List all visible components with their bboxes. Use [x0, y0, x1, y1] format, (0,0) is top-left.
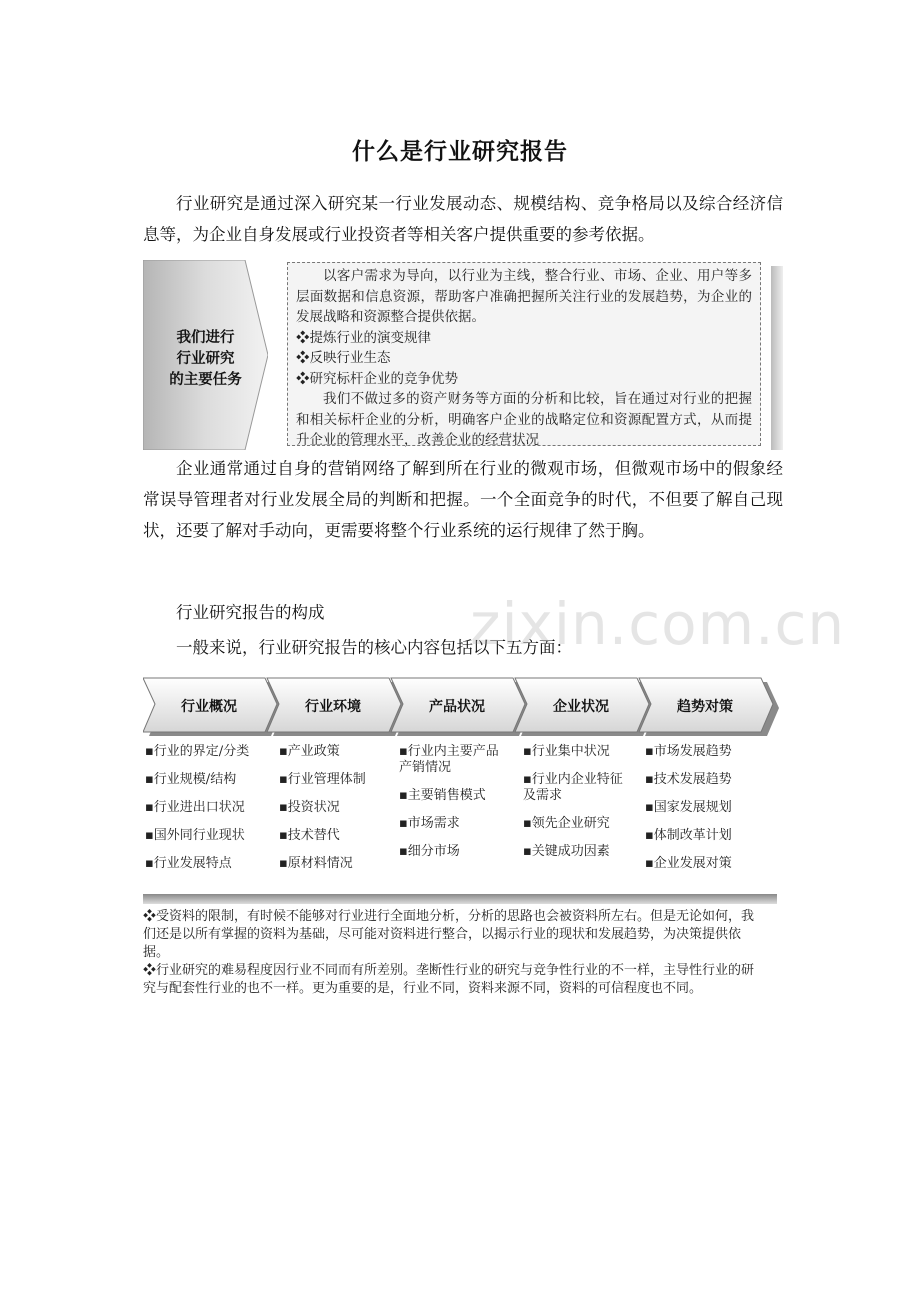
divider-bar	[143, 894, 777, 904]
header-industry-overview: 行业概况	[181, 699, 237, 715]
list-item: ▪行业集中状况	[523, 744, 610, 759]
research-task-figure	[143, 260, 785, 450]
section-heading: 行业研究报告的构成	[176, 603, 325, 622]
task-outro: 我们不做过多的资产财务等方面的分析和比较，旨在通过对行业的把握和相关标杆企业的分析，明确客户企业的战略定位和资源配置方式，从而提升企业的管理水平，改善企业的经营状况	[296, 391, 752, 448]
paragraph-five-aspects: 一般来说，行业研究报告的核心内容包括以下五方面：	[176, 638, 572, 657]
paragraph-intro: 行业研究是通过深入研究某一行业发展动态、规模结构、竞争格局以及综合经济信息等，为企业自身发展或行业投资者等相关客户提供重要的参考依据。	[143, 194, 783, 244]
task-bullet: ❖研究标杆企业的竞争优势	[296, 370, 458, 387]
watermark: zixin.com.cn	[470, 590, 846, 658]
list-item: ▪行业内主要产品产销情况	[399, 744, 499, 775]
list-item: ▪关键成功因素	[523, 844, 610, 859]
task-label-line: 的主要任务	[169, 372, 242, 388]
list-item: ▪原材料情况	[279, 856, 353, 871]
column-trend-strategy	[645, 744, 763, 884]
list-item: ▪行业内企业特征及需求	[523, 772, 623, 803]
list-item: ▪市场需求	[399, 816, 460, 831]
note-item: ❖受资料的限制，有时候不能够对行业进行全面地分析，分析的思路也会被资料所左右。但是无论如何，我们还是以所有掌握的资料为基础，尽可能对资料进行整合，以揭示行业的现状和发展趋势，为决策提供依据。	[143, 909, 755, 960]
list-item: ▪企业发展对策	[645, 856, 732, 871]
page-title: 什么是行业研究报告	[352, 139, 568, 165]
column-industry-environment	[279, 744, 393, 884]
box-shadow	[771, 266, 783, 450]
list-item: ▪细分市场	[399, 844, 460, 859]
paragraph-market: 企业通常通过自身的营销网络了解到所在行业的微观市场，但微观市场中的假象经常误导管理者对行业发展全局的判断和把握。一个全面竞争的时代，不但要了解自己现状，还要了解对手动向，更需要将整个行业系统的运行规律了然于胸。	[143, 459, 783, 540]
header-trend-strategy: 趋势对策	[677, 699, 733, 715]
list-item: ▪行业进出口状况	[145, 800, 245, 815]
list-item: ▪投资状况	[279, 800, 340, 815]
list-item: ▪产业政策	[279, 744, 340, 759]
task-bullet: ❖反映行业生态	[296, 350, 391, 366]
list-item: ▪行业管理体制	[279, 772, 366, 787]
notes	[143, 908, 761, 998]
task-label	[153, 328, 258, 391]
task-label-line: 我们进行	[176, 330, 235, 346]
report-structure-figure	[143, 676, 785, 1028]
list-item: ▪体制改革计划	[645, 828, 732, 843]
header-industry-environment: 行业环境	[305, 699, 361, 715]
note-item: ❖行业研究的难易程度因行业不同而有所差别。垄断性行业的研究与竞争性行业的不一样，主导性行业的研究与配套性行业的也不一样。更为重要的是，行业不同，资料来源不同，资料的可信程度也不同。	[143, 963, 755, 996]
task-label-line: 行业研究	[176, 351, 235, 367]
list-item: ▪国家发展规划	[645, 800, 732, 815]
list-item: ▪行业发展特点	[145, 856, 232, 871]
list-item: ▪领先企业研究	[523, 816, 610, 831]
column-product-status	[399, 744, 511, 872]
list-item: ▪国外同行业现状	[145, 828, 245, 843]
list-item: ▪主要销售模式	[399, 788, 486, 803]
task-intro: 以客户需求为导向，以行业为主线，整合行业、市场、企业、用户等多层面数据和信息资源，帮助客户准确把握所关注行业的发展趋势，为企业的发展战略和资源整合提供依据。	[296, 268, 752, 325]
header-product-status: 产品状况	[429, 699, 485, 715]
task-bullet: ❖提炼行业的演变规律	[296, 329, 431, 346]
header-enterprise-status: 企业状况	[553, 699, 609, 715]
task-description-box	[287, 262, 761, 446]
column-industry-overview	[145, 744, 273, 884]
list-item: ▪行业规模/结构	[145, 772, 237, 787]
list-item: ▪技术发展趋势	[645, 772, 732, 787]
list-item: ▪技术替代	[279, 828, 340, 843]
column-enterprise-status	[523, 744, 635, 872]
list-item: ▪市场发展趋势	[645, 744, 732, 759]
list-item: ▪行业的界定/分类	[145, 744, 250, 759]
